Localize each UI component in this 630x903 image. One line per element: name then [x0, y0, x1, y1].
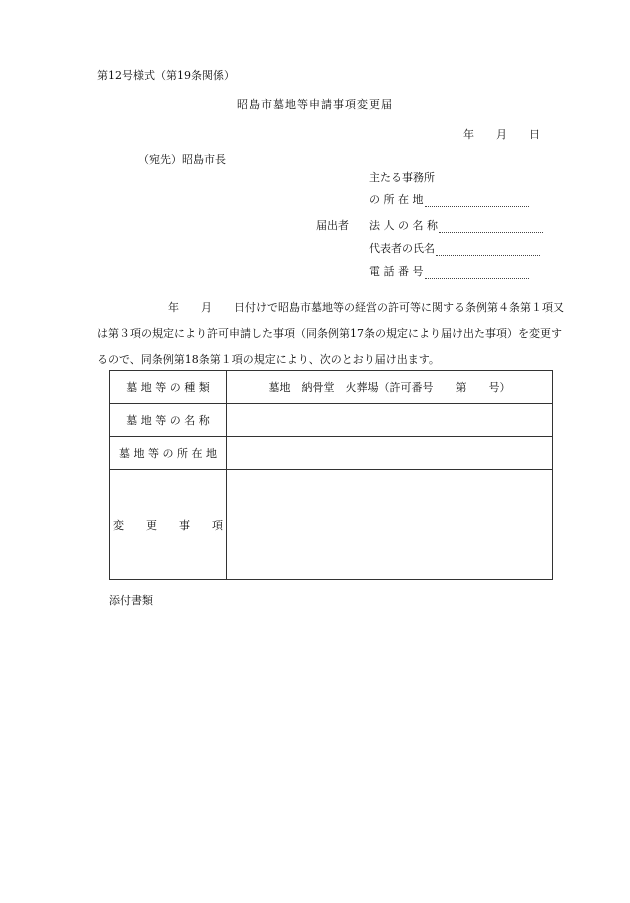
field-office-address[interactable] [369, 191, 529, 207]
phone-number-blank[interactable] [425, 267, 529, 279]
cemetery-name-label: 墓 地 等 の 名 称 [110, 404, 227, 437]
attachments-label: 添付書類 [109, 594, 153, 607]
table-row [110, 437, 553, 470]
cemetery-location-value[interactable] [227, 437, 553, 470]
phone-number-label: 電 話 番 号 [369, 265, 424, 278]
cemetery-location-label: 墓 地 等 の 所 在 地 [110, 437, 227, 470]
office-address-blank[interactable] [425, 195, 529, 207]
body-year: 年 [168, 301, 179, 314]
field-office-label-2: の 所 在 地 [369, 193, 424, 206]
field-representative-name[interactable] [369, 240, 540, 256]
body-month: 月 [201, 301, 212, 314]
representative-name-label: 代表者の氏名 [369, 242, 435, 255]
date-month: 月 [496, 128, 507, 141]
date-line [463, 126, 540, 142]
form-number: 第12号様式（第19条関係） [97, 69, 235, 82]
field-phone-number[interactable] [369, 263, 529, 279]
change-items-label: 変 更 事 項 [110, 470, 227, 580]
representative-name-blank[interactable] [436, 244, 540, 256]
field-office-label-1: 主たる事務所 [369, 171, 435, 184]
cemetery-type-value[interactable]: 墓地 納骨堂 火葬場（許可番号 第 号） [227, 371, 553, 404]
corporation-name-label: 法 人 の 名 称 [369, 219, 438, 232]
date-year: 年 [463, 128, 474, 141]
table-row [110, 371, 553, 404]
table-row [110, 404, 553, 437]
date-day: 日 [529, 128, 540, 141]
field-corporation-name[interactable] [369, 217, 543, 233]
field-office-line1 [369, 169, 435, 185]
corporation-name-blank[interactable] [439, 221, 543, 233]
table-row [110, 470, 553, 580]
applicant-label: 届出者 [316, 219, 349, 232]
change-details-table [109, 370, 553, 580]
cemetery-type-label: 墓 地 等 の 種 類 [110, 371, 227, 404]
notice-paragraph [97, 295, 567, 373]
cemetery-name-value[interactable] [227, 404, 553, 437]
change-items-value[interactable] [227, 470, 553, 580]
body-text: 日付けで昭島市墓地等の経営の許可等に関する条例第４条第１項又は第３項の規定により許可申請した事項（同条例第17条の規定により届け出た事項）を変更するので、同条例第18条第１項の規定により、次のとおり届け出ます。 [97, 301, 564, 366]
addressee: （宛先）昭島市長 [138, 153, 226, 166]
document-title: 昭島市墓地等申請事項変更届 [237, 98, 393, 111]
